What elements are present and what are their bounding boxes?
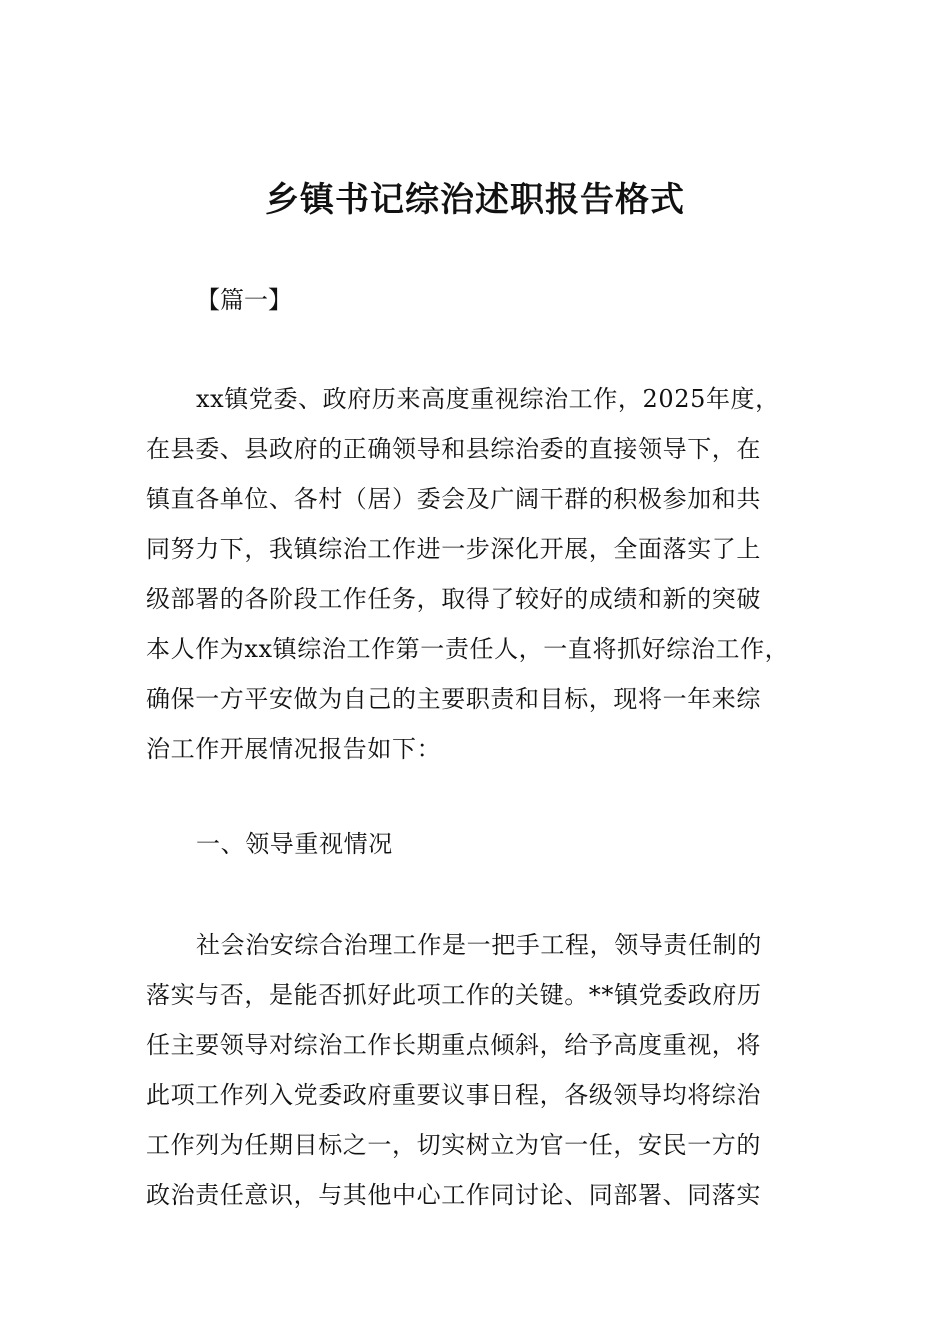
paragraph-leadership [146,920,816,1220]
paragraph-line: 级部署的各阶段工作任务，取得了较好的成绩和新的突破 [146,585,761,613]
paragraph-line: 落实与否，是能否抓好此项工作的关键。**镇党委政府历 [146,981,762,1009]
paragraph-intro [146,374,816,774]
paragraph-line: 治工作开展情况报告如下： [146,735,442,763]
paragraph-line: 社会治安综合治理工作是一把手工程，领导责任制的 [196,931,762,959]
paragraph-line: 此项工作列入党委政府重要议事日程，各级领导均将综治 [146,1081,761,1109]
paragraph-line: 镇直各单位、各村（居）委会及广阔干群的积极参加和共 [146,485,761,513]
paragraph-line: 本人作为xx镇综治工作第一责任人，一直将抓好综治工作， [146,635,790,663]
paragraph-line: 同努力下，我镇综治工作进一步深化开展，全面落实了上 [146,535,761,563]
paragraph-line: 在县委、县政府的正确领导和县综治委的直接领导下，在 [146,435,761,463]
paragraph-line: 工作列为任期目标之一，切实树立为官一任，安民一方的 [146,1131,761,1159]
paragraph-line: xx镇党委、政府历来高度重视综治工作，2025年度， [196,385,780,413]
section-tag: 【篇一】 [196,286,292,314]
section-heading: 一、领导重视情况 [196,830,393,858]
document-title: 乡镇书记综治述职报告格式 [265,180,685,220]
paragraph-line: 政治责任意识，与其他中心工作同讨论、同部署、同落实 [146,1181,761,1209]
paragraph-line: 任主要领导对综治工作长期重点倾斜，给予高度重视，将 [146,1031,761,1059]
paragraph-line: 确保一方平安做为自己的主要职责和目标，现将一年来综 [146,685,761,713]
